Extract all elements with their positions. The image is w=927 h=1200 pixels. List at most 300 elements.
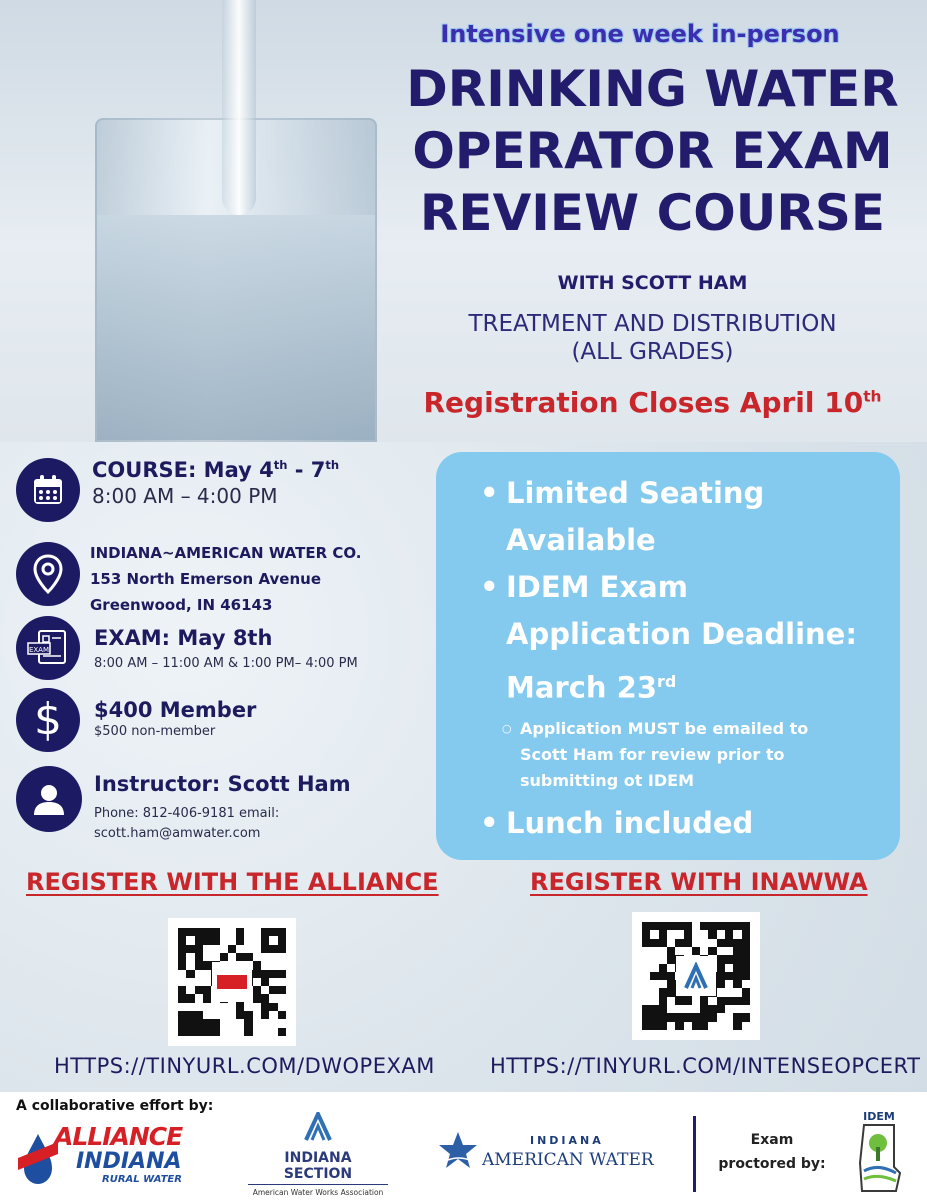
qr-module [708,947,716,955]
qr-module [253,1011,261,1019]
qr-module [278,953,286,961]
qr-module [228,1011,236,1019]
qr-module [650,1005,658,1013]
qr-module [742,964,750,972]
qr-module [236,945,244,953]
qr-module [203,970,211,978]
title-line-1: DRINKING WATER [406,60,899,118]
svg-text:EXAM: EXAM [28,646,50,654]
registration-deadline-text: Registration Closes April 10 [423,386,864,419]
alliance-qr-code[interactable] [168,918,296,1046]
qr-module [708,1005,716,1013]
qr-module [708,1013,716,1021]
qr-module [269,945,277,953]
key-info-panel [436,452,900,860]
qr-module [253,1028,261,1036]
qr-module [659,988,667,996]
qr-module [220,936,228,944]
qr-module [742,988,750,996]
lunch-bullet: • Lunch included [480,800,880,847]
qr-module [261,1011,269,1019]
qr-module [692,930,700,938]
qr-module [220,1003,228,1011]
qr-module [186,936,194,944]
qr-module [269,1028,277,1036]
qr-module [261,994,269,1002]
qr-module [667,988,675,996]
qr-module [684,939,692,947]
qr-module [278,1028,286,1036]
qr-module [700,930,708,938]
qr-module [742,980,750,988]
proctor-label: Exam proctored by: [718,1132,826,1172]
qr-module [700,939,708,947]
qr-module [261,978,269,986]
qr-module [725,1005,733,1013]
qr-module [733,972,741,980]
qr-module [700,1005,708,1013]
course-title [380,58,925,244]
qr-module [650,1022,658,1030]
qr-module [203,994,211,1002]
qr-module [733,922,741,930]
qr-module [733,1013,741,1021]
qr-module [211,1011,219,1019]
qr-module [211,1019,219,1027]
qr-module [725,1022,733,1030]
qr-module [244,936,252,944]
qr-module [253,953,261,961]
title-line-2: OPERATOR EXAM [412,122,893,180]
instructor-email: scott.ham@amwater.com [94,826,261,841]
qr-module [178,945,186,953]
qr-module [220,1011,228,1019]
qr-module [717,955,725,963]
qr-module [659,1005,667,1013]
qr-module [684,930,692,938]
qr-module [659,1022,667,1030]
qr-module [278,978,286,986]
qr-module [236,1019,244,1027]
qr-module [717,980,725,988]
qr-module [203,1028,211,1036]
qr-module [269,978,277,986]
qr-module [278,1003,286,1011]
qr-module [642,964,650,972]
qr-module [708,922,716,930]
qr-module [733,980,741,988]
qr-module [269,1011,277,1019]
course-dates: COURSE: May 4th - 7th [92,458,340,482]
qr-module [742,997,750,1005]
inawwa-qr-code[interactable] [632,912,760,1040]
qr-module [642,930,650,938]
qr-module [733,939,741,947]
qr-module [178,986,186,994]
qr-module [675,997,683,1005]
qr-module [742,1022,750,1030]
qr-module [261,928,269,936]
qr-module [244,953,252,961]
qr-module [269,1019,277,1027]
qr-module [269,961,277,969]
qr-module [244,1028,252,1036]
qr-module [228,945,236,953]
qr-module [667,947,675,955]
qr-module [195,1003,203,1011]
course-tracks [380,310,925,366]
instructor-phone: Phone: 812-406-9181 email: [94,806,280,821]
qr-module [278,936,286,944]
qr-module [692,997,700,1005]
exam-paper-icon [16,616,80,680]
qr-module [269,970,277,978]
qr-module [667,930,675,938]
qr-module [253,978,261,986]
qr-module [195,994,203,1002]
qr-module [708,997,716,1005]
alliance-qr-logo-icon [212,962,252,1002]
qr-module [742,930,750,938]
indiana-american-water-logo: INDIANA AMERICAN WATER [438,1130,668,1180]
qr-module [244,1011,252,1019]
qr-module [269,936,277,944]
qr-module [244,1003,252,1011]
qr-module [650,947,658,955]
qr-module [186,953,194,961]
qr-module [186,970,194,978]
qr-module [742,939,750,947]
qr-module [203,945,211,953]
qr-module [742,1013,750,1021]
user-icon [16,766,82,832]
qr-module [717,1013,725,1021]
qr-module [650,922,658,930]
qr-module [650,972,658,980]
qr-module [675,1022,683,1030]
qr-module [261,1028,269,1036]
qr-module [659,1013,667,1021]
qr-module [261,1003,269,1011]
qr-module [725,1013,733,1021]
footer-divider [693,1116,696,1192]
qr-module [195,936,203,944]
qr-module [700,1013,708,1021]
qr-module [733,947,741,955]
qr-module [733,955,741,963]
qr-module [261,936,269,944]
qr-module [717,1022,725,1030]
qr-module [244,928,252,936]
qr-module [692,1013,700,1021]
qr-module [642,1005,650,1013]
qr-module [642,955,650,963]
qr-module [228,1019,236,1027]
qr-module [684,1005,692,1013]
qr-module [178,961,186,969]
qr-module [253,945,261,953]
qr-module [717,964,725,972]
qr-module [203,936,211,944]
venue-street: 153 North Emerson Avenue [90,570,321,588]
qr-module [269,1003,277,1011]
qr-module [717,997,725,1005]
qr-module [261,945,269,953]
qr-module [195,1019,203,1027]
dollar-icon: $ [16,688,80,752]
qr-module [700,1022,708,1030]
qr-module [253,928,261,936]
qr-module [236,1011,244,1019]
qr-module [186,1028,194,1036]
qr-module [659,980,667,988]
qr-module [667,1013,675,1021]
qr-module [642,980,650,988]
qr-module [186,994,194,1002]
qr-module [195,1028,203,1036]
qr-module [642,939,650,947]
qr-module [178,1019,186,1027]
qr-module [725,980,733,988]
alliance-logo: ALLIANCE INDIANA RURAL WATER [18,1124,188,1188]
qr-module [659,922,667,930]
qr-module [195,961,203,969]
qr-module [717,988,725,996]
qr-module [742,947,750,955]
venue-name: INDIANA~AMERICAN WATER CO. [90,544,362,562]
qr-module [684,1022,692,1030]
qr-module [211,1003,219,1011]
qr-module [236,936,244,944]
qr-module [725,964,733,972]
qr-module [684,997,692,1005]
qr-module [684,947,692,955]
qr-module [667,964,675,972]
qr-module [211,945,219,953]
qr-module [650,930,658,938]
qr-module [733,988,741,996]
qr-module [220,1019,228,1027]
qr-module [269,986,277,994]
qr-module [717,939,725,947]
qr-module [642,947,650,955]
qr-module [717,1005,725,1013]
qr-module [742,1005,750,1013]
qr-module [228,928,236,936]
qr-module [278,970,286,978]
qr-module [195,1011,203,1019]
qr-module [261,970,269,978]
instructor-name: Instructor: Scott Ham [94,772,351,796]
qr-module [717,922,725,930]
qr-module [667,997,675,1005]
qr-module [642,1013,650,1021]
qr-module [253,961,261,969]
qr-module [708,939,716,947]
qr-module [659,955,667,963]
qr-module [178,1028,186,1036]
venue-city: Greenwood, IN 46143 [90,596,273,614]
qr-module [725,930,733,938]
qr-module [742,972,750,980]
qr-module [269,928,277,936]
qr-module [278,994,286,1002]
qr-module [733,964,741,972]
qr-module [667,939,675,947]
application-note: ○ Application MUST be emailed to Scott Ham for review prior to submitting ot IDEM [480,716,880,794]
qr-module [733,997,741,1005]
qr-module [650,997,658,1005]
qr-module [725,988,733,996]
qr-module [642,972,650,980]
exam-hours: 8:00 AM – 11:00 AM & 1:00 PM– 4:00 PM [94,656,358,671]
qr-module [733,1022,741,1030]
qr-module [220,953,228,961]
qr-module [211,928,219,936]
qr-module [725,972,733,980]
register-inawwa-heading[interactable]: REGISTER WITH INAWWA [530,868,868,896]
qr-module [178,978,186,986]
qr-module [186,961,194,969]
qr-module [675,947,683,955]
track-line-1: TREATMENT AND DISTRIBUTION [468,311,837,337]
qr-module [269,994,277,1002]
qr-module [675,1013,683,1021]
qr-module [700,997,708,1005]
qr-module [278,945,286,953]
qr-module [178,953,186,961]
qr-module [178,936,186,944]
qr-module [203,978,211,986]
qr-module [186,1003,194,1011]
deadline-bullet: • IDEM Exam Application Deadline: March 23rd [480,564,880,712]
qr-module [692,1022,700,1030]
qr-module [742,955,750,963]
qr-module [220,1028,228,1036]
qr-module [717,972,725,980]
register-alliance-heading[interactable]: REGISTER WITH THE ALLIANCE [26,868,439,896]
qr-module [733,930,741,938]
qr-module [220,928,228,936]
qr-module [195,953,203,961]
qr-module [253,936,261,944]
qr-module [253,994,261,1002]
qr-module [642,988,650,996]
instructor-subtitle: WITH SCOTT HAM [557,272,748,294]
qr-module [203,1019,211,1027]
qr-module [244,1019,252,1027]
qr-module [178,1003,186,1011]
qr-module [659,947,667,955]
qr-module [742,922,750,930]
idem-logo: IDEM [856,1110,902,1194]
registration-deadline [380,386,925,419]
qr-module [228,1003,236,1011]
qr-module [642,1022,650,1030]
qr-module [684,1013,692,1021]
registration-deadline-sup: th [863,387,882,406]
qr-module [186,1011,194,1019]
qr-module [700,947,708,955]
qr-module [195,928,203,936]
qr-module [178,928,186,936]
tagline: Intensive one week in-person [440,20,840,48]
qr-module [195,978,203,986]
qr-module [278,1011,286,1019]
qr-module [195,986,203,994]
awwa-indiana-section-logo: INDIANA SECTION American Water Works Association [248,1112,388,1197]
qr-module [692,947,700,955]
alliance-url-link[interactable]: HTTPS://TINYURL.COM/DWOPEXAM [54,1054,435,1078]
qr-module [692,939,700,947]
qr-module [178,1011,186,1019]
qr-module [253,970,261,978]
qr-module [642,922,650,930]
title-line-3: REVIEW COURSE [419,184,886,242]
qr-module [675,939,683,947]
qr-module [195,970,203,978]
qr-module [253,986,261,994]
qr-module [186,978,194,986]
qr-module [203,961,211,969]
qr-module [733,1005,741,1013]
qr-module [211,936,219,944]
qr-module [236,928,244,936]
qr-module [717,930,725,938]
qr-module [650,964,658,972]
qr-module [725,939,733,947]
track-line-2: (ALL GRADES) [571,339,734,365]
qr-module [675,930,683,938]
awwa-logo-icon [300,1112,336,1142]
qr-module [675,922,683,930]
exam-date: EXAM: May 8th [94,626,273,650]
qr-module [692,922,700,930]
qr-module [667,980,675,988]
qr-module [278,928,286,936]
qr-module [186,945,194,953]
qr-module [228,936,236,944]
awwa-qr-logo-icon [676,956,716,996]
qr-module [261,1019,269,1027]
qr-module [708,1022,716,1030]
inawwa-url-link[interactable]: HTTPS://TINYURL.COM/INTENSEOPCERT [490,1054,921,1078]
qr-module [228,1028,236,1036]
qr-module [211,1028,219,1036]
qr-module [725,997,733,1005]
member-price: $400 Member [94,698,257,722]
collab-label: A collaborative effort by: [16,1098,214,1114]
qr-module [186,986,194,994]
non-member-price: $500 non-member [94,724,216,739]
water-stream-image [222,0,256,215]
qr-module [253,1003,261,1011]
qr-module [675,1005,683,1013]
qr-module [642,997,650,1005]
qr-module [684,922,692,930]
qr-module [261,961,269,969]
qr-module [725,955,733,963]
qr-module [203,1003,211,1011]
qr-module [667,1022,675,1030]
qr-module [220,945,228,953]
qr-module [253,1019,261,1027]
qr-module [178,970,186,978]
qr-module [244,945,252,953]
qr-module [650,955,658,963]
star-icon [438,1130,478,1170]
qr-module [708,930,716,938]
